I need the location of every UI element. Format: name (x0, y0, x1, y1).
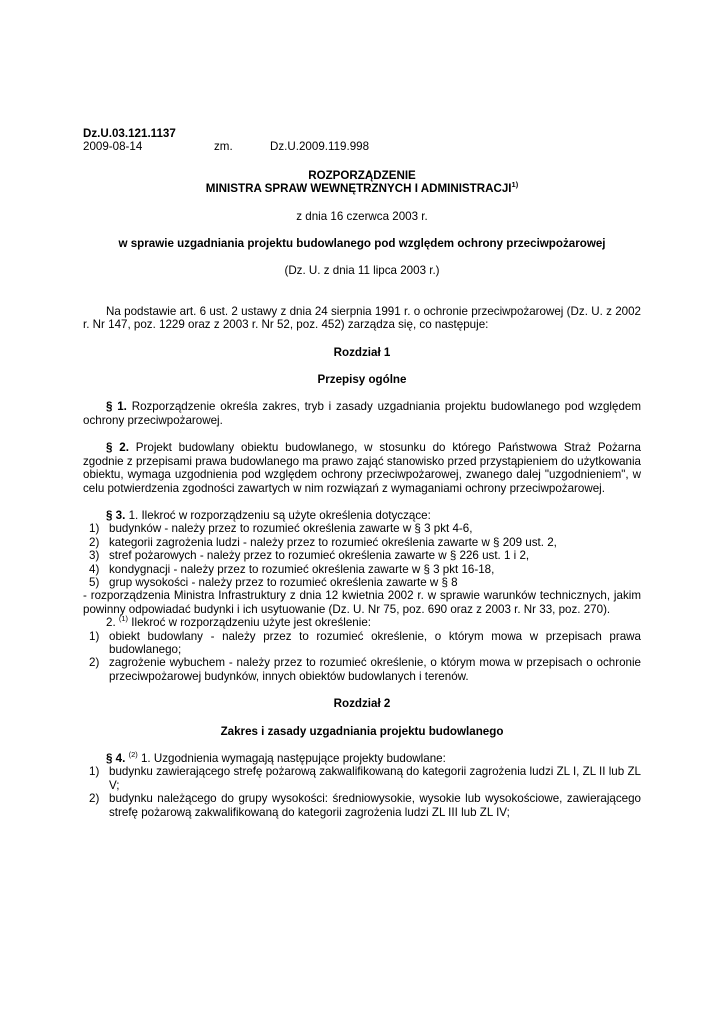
list-item-number: 2) (89, 792, 100, 806)
chapter2-title: Rozdział 2 (333, 697, 391, 711)
list-item-text: budynków - należy przez to rozumieć określenia zawarte w § 3 pkt 4-6, (109, 522, 473, 536)
list-item (89, 656, 641, 683)
paragraph-3-intro (83, 509, 641, 522)
list-item-number: 1) (89, 522, 100, 536)
sec2-text: Ilekroć w rozporządzeniu użyte jest określenie: (128, 616, 371, 630)
list-item-text: kondygnacji - należy przez to rozumieć określenia zawarte w § 3 pkt 16-18, (109, 562, 495, 576)
paragraph-1 (83, 400, 641, 427)
list-item (89, 563, 641, 576)
list-item-text: grup wysokości - należy przez to rozumieć określenia zawarte w § 8 (109, 575, 458, 589)
amendment-row (83, 140, 641, 153)
list-item (89, 522, 641, 535)
par4-mark: § 4. (106, 752, 126, 765)
subject-line: w sprawie uzgadniania projektu budowlanego pod względem ochrony przeciwpożarowej (118, 237, 606, 251)
list-item (89, 792, 641, 819)
par3-tail: - rozporządzenia Ministra Infrastruktury z dnia 12 kwietnia 2002 r. w sprawie warunków technicznych, jakim powinny odpowiadać budynki i ich usytuowanie (Dz. U. Nr 75, poz. 690 oraz z 2003 r. Nr 33, poz. 270). (83, 589, 641, 616)
list-item-text: budynku należącego do grupy wysokości: średniowysokie, wysokie lub wysokościowe, zawierającego strefę pożarową zakwalifikowaną do kategorii zagrożenia ludzi ZL III lub ZL IV; (109, 792, 641, 819)
title-line2-text: MINISTRA SPRAW WEWNĘTRZNYCH I ADMINISTRACJI (205, 182, 512, 196)
par3-list-2 (89, 630, 641, 684)
list-item-number: 2) (89, 535, 100, 549)
list-item-text: zagrożenie wybuchem - należy przez to rozumieć określenie, o którym mowa w przepisach o ochronie przeciwpożarowej budynków, innych obiektów budowlanych i terenów. (109, 656, 641, 683)
par3-list-1 (89, 522, 641, 589)
chapter2-subtitle: Zakres i zasady uzgadniania projektu budowlanego (220, 724, 504, 738)
par1-mark: § 1. (106, 400, 127, 414)
list-item-number: 4) (89, 562, 100, 576)
list-item-text: budynku zawierającego strefę pożarową zakwalifikowaną do kategorii zagrożenia ludzi ZL I, ZL II lub ZL V; (109, 765, 641, 792)
title-line2 (83, 182, 641, 195)
publication-line: (Dz. U. z dnia 11 lipca 2003 r.) (284, 264, 440, 278)
list-item-text: stref pożarowych - należy przez to rozumieć określenia zawarte w § 226 ust. 1 i 2, (109, 549, 530, 563)
par1-text: Rozporządzenie określa zakres, tryb i zasady uzgadniania projektu budowlanego pod względem ochrony przeciwpożarowej. (83, 400, 641, 427)
par2-mark: § 2. (106, 441, 129, 455)
list-item-number: 3) (89, 549, 100, 563)
paragraph-2 (83, 441, 641, 495)
paragraph-4-intro (83, 752, 641, 765)
par3-section2 (83, 616, 641, 629)
document-header (83, 127, 641, 154)
par3-intro: 1. Ilekroć w rozporządzeniu są użyte określenia dotyczące: (125, 508, 431, 522)
list-item (89, 765, 641, 792)
footnote-ref: (1) (118, 614, 129, 624)
date-line: z dnia 16 czerwca 2003 r. (296, 209, 428, 223)
document-page (83, 127, 641, 819)
doc-id: Dz.U.03.121.1137 (83, 127, 176, 140)
footnote-ref: (2) (128, 750, 138, 760)
list-item (89, 549, 641, 562)
preamble: Na podstawie art. 6 ust. 2 ustawy z dnia 24 sierpnia 1991 r. o ochronie przeciwpożarowej (Dz. U. z 2002 r. Nr 147, poz. 1229 oraz z 2003 r. Nr 52, poz. 452) zarządza się, co następuje: (83, 304, 641, 332)
amend-ref: Dz.U.2009.119.998 (270, 140, 370, 154)
chapter1-subtitle: Przepisy ogólne (317, 373, 407, 387)
title-line1: ROZPORZĄDZENIE (308, 168, 416, 182)
list-item-text: obiekt budowlany - należy przez to rozumieć określenie, o którym mowa w przepisach prawa budowlanego; (109, 629, 641, 656)
zm-label: zm. (214, 140, 233, 154)
list-item-number: 1) (89, 629, 100, 643)
list-item (89, 630, 641, 657)
par3-mark: § 3. (106, 508, 126, 522)
footnote-1-ref: 1) (511, 180, 519, 190)
list-item-number: 1) (89, 765, 100, 779)
par2-text: Projekt budowlany obiektu budowlanego, w stosunku do którego Państwowa Straż Pożarna zgodnie z przepisami prawa budowlanego ma prawo zająć stanowisko przed przystąpieniem do użytkowania obiektu, wymaga uzgodnienia pod względem ochrony przeciwpożarowej, zwanego dalej "uzgodnieniem", w celu potwierdzenia zgodności zawartych w nim rozwiązań z wymaganiami ochrony przeciwpożarowej. (83, 441, 642, 495)
list-item-number: 5) (89, 575, 100, 589)
doc-date: 2009-08-14 (83, 140, 143, 154)
par4-list (89, 765, 641, 819)
list-item (89, 576, 641, 589)
par4-intro: 1. Uzgodnienia wymagają następujące projekty budowlane: (137, 752, 446, 765)
list-item (89, 536, 641, 549)
sec2-number: 2. (106, 616, 119, 630)
list-item-text: kategorii zagrożenia ludzi - należy przez to rozumieć określenia zawarte w § 209 ust. 2, (109, 535, 557, 549)
chapter1-title: Rozdział 1 (333, 345, 391, 359)
list-item-number: 2) (89, 656, 100, 670)
